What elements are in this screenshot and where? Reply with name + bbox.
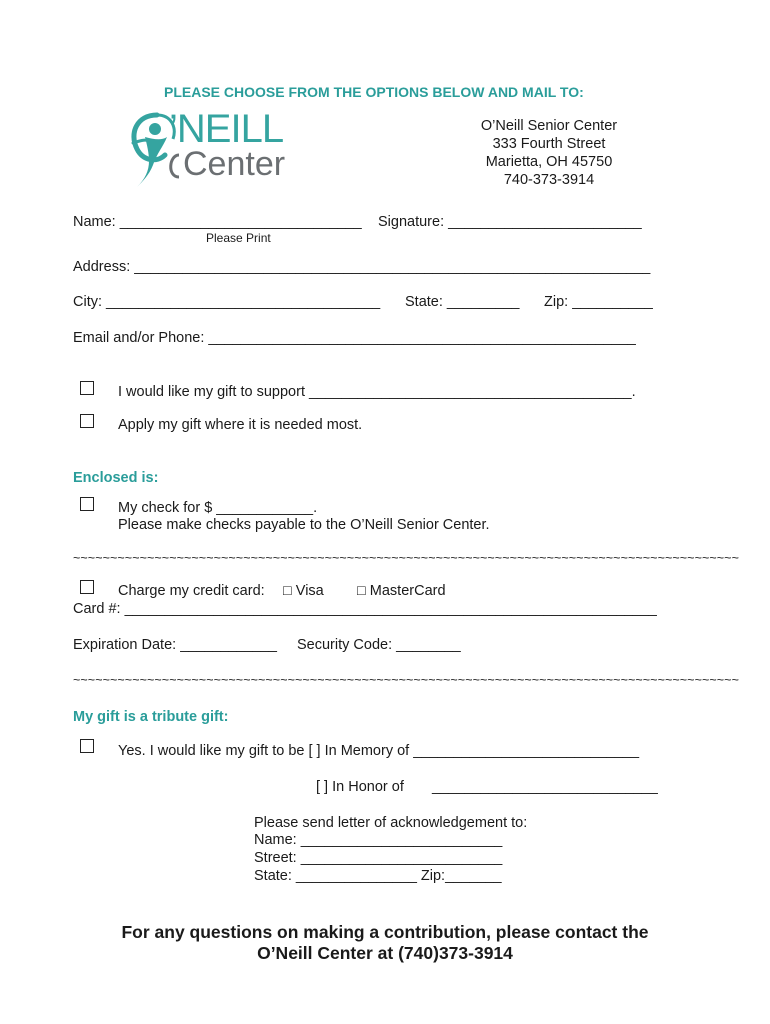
acknowledgement-intro: Please send letter of acknowledgement to: [254, 815, 528, 831]
signature-field[interactable]: Signature: ________________________ [378, 214, 642, 230]
support-checkbox[interactable] [80, 381, 94, 395]
check-payable-note: Please make checks payable to the O’Neill Senior Center. [118, 517, 490, 533]
city-field[interactable]: City: __________________________________ [73, 294, 381, 310]
address-line-3: Marietta, OH 45750 [485, 154, 613, 170]
please-print-hint: Please Print [206, 231, 271, 245]
needed-most-label: Apply my gift where it is needed most. [118, 417, 363, 433]
support-option-label: I would like my gift to support ________________________________________. [118, 384, 636, 400]
credit-card-checkbox[interactable] [80, 580, 94, 594]
tilde-divider-2: ~~~~~~~~~~~~~~~~~~~~~~~~~~~~~~~~~~~~~~~~~~~~~~~~~~~~~~~~~~~~~~~~~~~~~~~~~~~~~~~~~~~~~~~~~~ [73, 673, 739, 687]
enclosed-heading: Enclosed is: [73, 470, 159, 486]
mastercard-option[interactable]: □ MasterCard [357, 583, 446, 599]
tribute-checkbox[interactable] [80, 739, 94, 753]
address-field[interactable]: Address: ________________________________________________________________ [73, 259, 651, 275]
address-line-4: 740-373-3914 [503, 172, 595, 188]
in-memory-of-field[interactable]: Yes. I would like my gift to be [ ] In Memory of ____________________________ [118, 743, 640, 759]
mail-to-instruction: PLEASE CHOOSE FROM THE OPTIONS BELOW AND MAIL TO: [164, 84, 584, 100]
ack-name-field[interactable]: Name: _________________________ [254, 832, 503, 848]
address-line-1: O’Neill Senior Center [480, 118, 618, 134]
logo-word-neill: NEILL [176, 107, 284, 151]
check-checkbox[interactable] [80, 497, 94, 511]
tribute-heading: My gift is a tribute gift: [73, 709, 229, 725]
zip-field[interactable]: Zip: __________ [544, 294, 653, 310]
address-line-2: 333 Fourth Street [492, 136, 606, 152]
state-field[interactable]: State: _________ [405, 294, 520, 310]
logo-text-center: Center [183, 145, 286, 183]
ack-street-field[interactable]: Street: _________________________ [254, 850, 503, 866]
expiration-date-field[interactable]: Expiration Date: ____________ [73, 637, 277, 653]
security-code-field[interactable]: Security Code: ________ [297, 637, 461, 653]
in-honor-of-label[interactable]: [ ] In Honor of [316, 779, 404, 795]
logo-apostrophe: ’ [169, 107, 177, 151]
oneill-center-logo [127, 109, 287, 191]
charge-credit-card-label: Charge my credit card: [118, 583, 265, 599]
check-amount-field[interactable]: My check for $ ____________. [118, 500, 318, 516]
contact-footer-line-1: For any questions on making a contribution, please contact the [121, 922, 649, 942]
email-phone-field[interactable]: Email and/or Phone: _____________________________________________________ [73, 330, 636, 346]
contact-footer-line-2: O’Neill Center at (740)373-3914 [257, 943, 513, 963]
needed-most-checkbox[interactable] [80, 414, 94, 428]
card-number-field[interactable]: Card #: __________________________________________________________________ [73, 601, 657, 617]
ack-state-zip-field[interactable]: State: _______________ Zip:_______ [254, 868, 502, 884]
name-field[interactable]: Name: ______________________________ [73, 214, 362, 230]
visa-option[interactable]: □ Visa [283, 583, 324, 599]
tilde-divider-1: ~~~~~~~~~~~~~~~~~~~~~~~~~~~~~~~~~~~~~~~~~~~~~~~~~~~~~~~~~~~~~~~~~~~~~~~~~~~~~~~~~~~~~~~~~~ [73, 551, 739, 565]
in-honor-of-field[interactable]: ____________________________ [432, 779, 658, 795]
